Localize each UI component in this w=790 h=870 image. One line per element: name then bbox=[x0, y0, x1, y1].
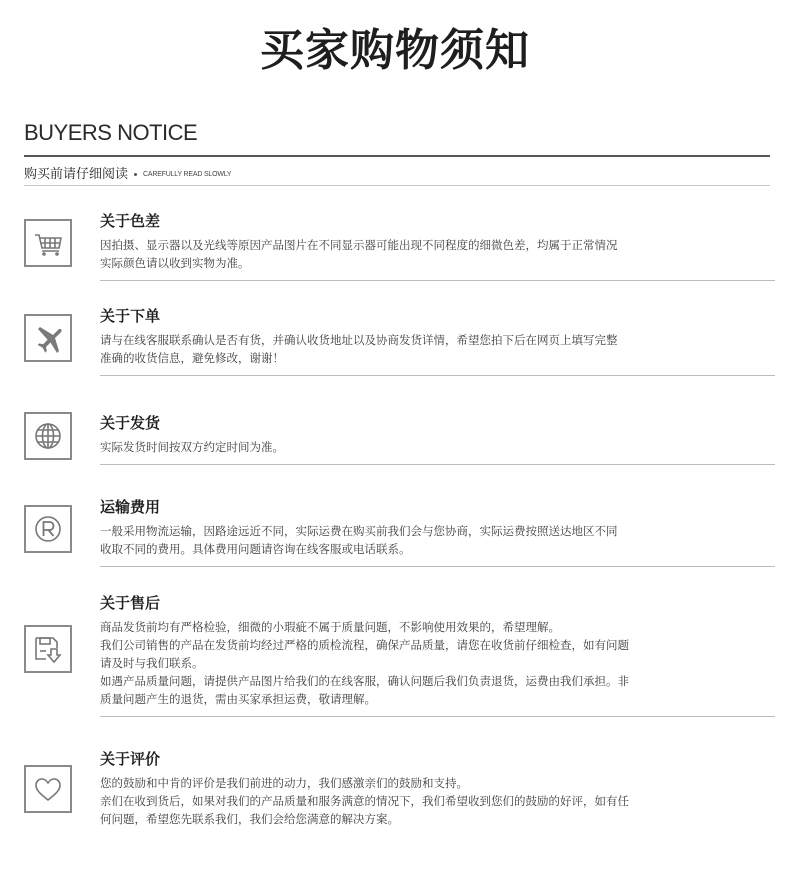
airplane-icon bbox=[24, 314, 72, 362]
save-download-icon bbox=[24, 625, 72, 673]
section-divider bbox=[100, 566, 775, 567]
subtitle-cn: 购买前请仔细阅读 bbox=[24, 167, 129, 182]
subtitle-en: CAREFULLY READ SLOWLY bbox=[143, 171, 232, 178]
section-body bbox=[100, 236, 725, 272]
bullet-dot bbox=[134, 173, 137, 176]
body-line: 实际发货时间按双方约定时间为准。 bbox=[100, 440, 284, 454]
registered-icon bbox=[24, 505, 72, 553]
subtitle-divider bbox=[24, 185, 770, 186]
section-divider bbox=[100, 716, 775, 717]
body-line: 准确的收货信息，避免修改，谢谢！ bbox=[100, 351, 284, 365]
body-line: 您的鼓励和中肯的评价是我们前进的动力，我们感激亲们的鼓励和支持。 bbox=[100, 776, 468, 790]
body-line: 请及时与我们联系。 bbox=[100, 656, 204, 670]
section-divider bbox=[100, 280, 775, 281]
section-body bbox=[100, 438, 725, 456]
buyers-notice-heading: BUYERS NOTICE bbox=[24, 120, 198, 145]
body-line: 亲们在收到货后，如果对我们的产品质量和服务满意的情况下，我们希望收到您们的鼓励的好评，如有任 bbox=[100, 794, 629, 808]
section-title: 关于评价 bbox=[100, 750, 161, 768]
globe-icon bbox=[24, 412, 72, 460]
body-line: 如遇产品质量问题，请提供产品图片给我们的在线客服，确认问题后我们负责退货，运费由我们承担。非 bbox=[100, 674, 629, 688]
body-line: 质量问题产生的退货，需由买家承担运费，敬请理解。 bbox=[100, 692, 376, 706]
section-title: 关于售后 bbox=[100, 594, 161, 612]
section-body bbox=[100, 618, 725, 708]
section-title: 关于发货 bbox=[100, 414, 161, 432]
read-carefully-subtitle bbox=[24, 163, 231, 182]
section-body bbox=[100, 774, 725, 828]
section-divider bbox=[100, 375, 775, 376]
body-line: 一般采用物流运输，因路途远近不同，实际运费在购买前我们会与您协商，实际运费按照送达地区不同 bbox=[100, 524, 618, 538]
section-title: 关于色差 bbox=[100, 212, 161, 230]
body-line: 请与在线客服联系确认是否有货，并确认收货地址以及协商发货详情，希望您拍下后在网页上填写完整 bbox=[100, 333, 618, 347]
body-line: 收取不同的费用。具体费用问题请咨询在线客服或电话联系。 bbox=[100, 542, 411, 556]
page-title: 买家购物须知 bbox=[260, 25, 530, 76]
shopping-cart-icon bbox=[24, 219, 72, 267]
section-divider bbox=[100, 464, 775, 465]
heart-icon bbox=[24, 765, 72, 813]
body-line: 何问题，希望您先联系我们，我们会给您满意的解决方案。 bbox=[100, 812, 399, 826]
header-divider bbox=[24, 155, 770, 157]
body-line: 商品发货前均有严格检验，细微的小瑕疵不属于质量问题，不影响使用效果的，希望理解。 bbox=[100, 620, 560, 634]
body-line: 实际颜色请以收到实物为准。 bbox=[100, 256, 250, 270]
body-line: 因拍摄、显示器以及光线等原因产品图片在不同显示器可能出现不同程度的细微色差，均属于正常情况 bbox=[100, 238, 618, 252]
section-body bbox=[100, 522, 725, 558]
section-title: 关于下单 bbox=[100, 307, 161, 325]
section-body bbox=[100, 331, 725, 367]
section-title: 运输费用 bbox=[100, 498, 161, 516]
body-line: 我们公司销售的产品在发货前均经过严格的质检流程，确保产品质量，请您在收货前仔细检查，如有问题 bbox=[100, 638, 629, 652]
